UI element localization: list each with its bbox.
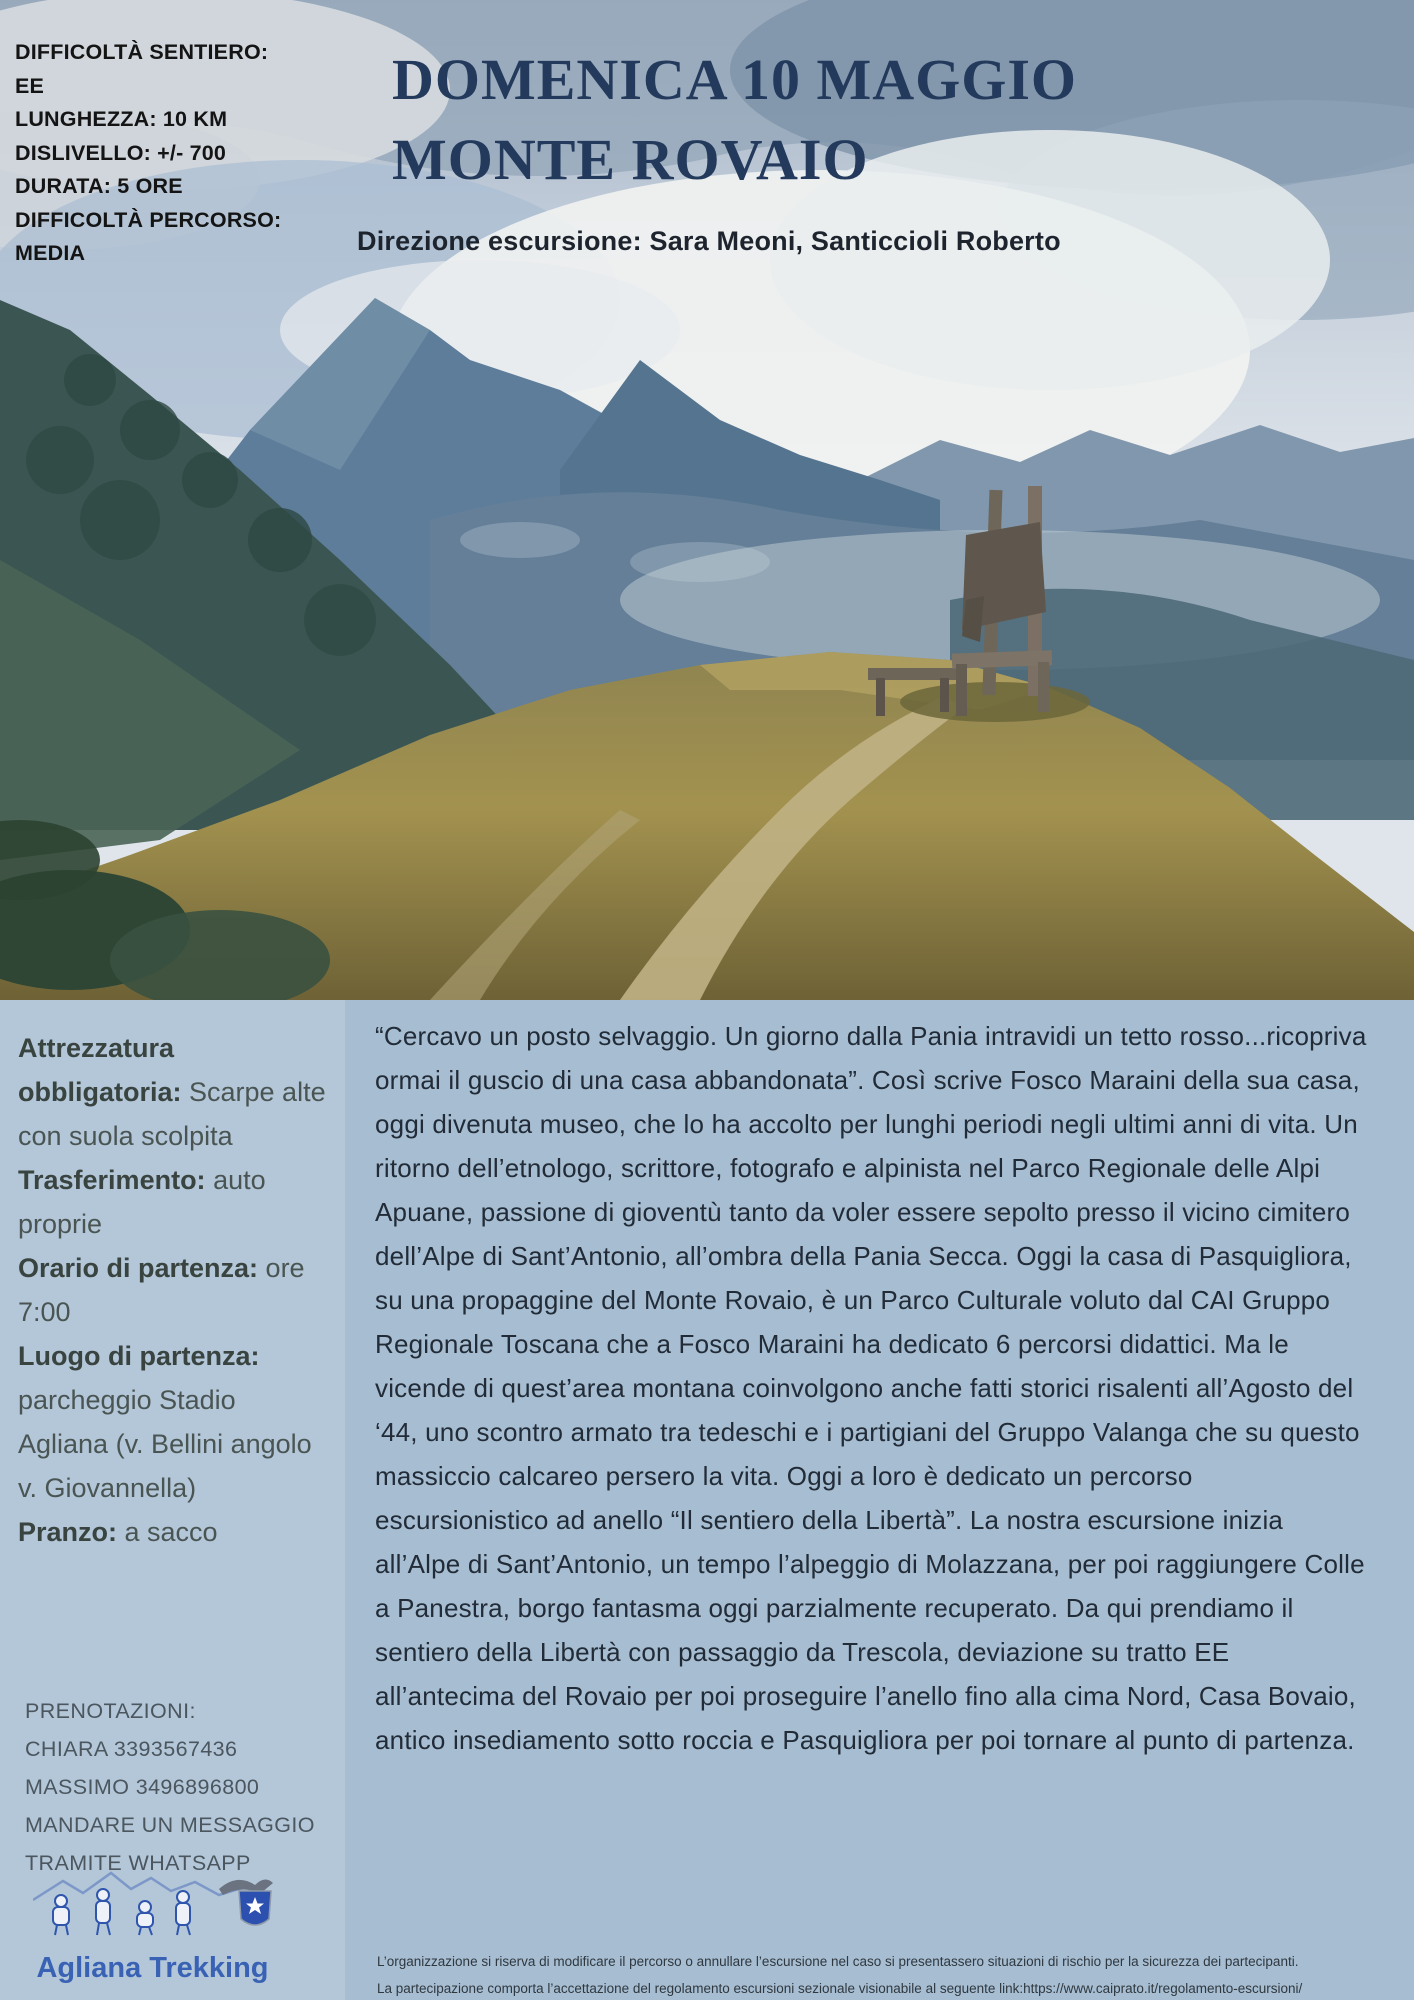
detail-value: auto proprie [18,1165,266,1239]
bookings-line: MANDARE UN MESSAGGIO [25,1813,315,1837]
detail-label: Pranzo: [18,1517,118,1547]
info-line: DURATA: 5 ORE [15,174,183,198]
detail-value: ore 7:00 [18,1253,305,1327]
sidebar [0,1000,345,2000]
detail-label: Trasferimento: [18,1165,206,1195]
title-line-2: MONTE ROVAIO [392,127,869,192]
info-line: DIFFICOLTÀ SENTIERO: EE [15,40,269,98]
disclaimer-line: La partecipazione comporta l’accettazione del regolamento escursioni sezionale visionabile al seguente link:https://www.caiprato.it/regolamento-escursioni/ [377,1981,1303,1996]
page-title [392,40,1152,200]
detail-label: Attrezzatura obbligatoria: [18,1033,182,1107]
hike-details [18,1026,330,1554]
info-line: DISLIVELLO: +/- 700 [15,140,227,165]
detail-value: Scarpe alte con suola scolpita [18,1077,326,1151]
eagle-crest-icon [219,1879,273,1925]
subtitle: Direzione escursione: Sara Meoni, Santiccioli Roberto [357,226,1061,256]
bottom-section [0,1000,1414,2000]
disclaimer [377,1948,1414,2000]
info-line: LUNGHEZZA: 10 KM [15,107,228,131]
detail-label: Orario di partenza: [18,1253,259,1283]
info-line: DIFFICOLTÀ PERCORSO: [15,207,282,232]
route-info-block [15,36,295,271]
logo-caption: Agliana Trekking [36,1952,269,1984]
title-line-1: DOMENICA 10 MAGGIO [392,47,1077,112]
detail-value: a sacco [117,1517,218,1547]
bookings-line: PRENOTAZIONI: [25,1699,196,1723]
hikers-logo-icon [33,1845,273,1945]
bookings-line: MASSIMO 3496896800 [25,1775,260,1799]
detail-label: Luogo di partenza: [18,1341,260,1371]
detail-value: parcheggio Stadio Agliana (v. Bellini angolo v. Giovannella) [18,1385,312,1503]
description-paragraph: “Cercavo un posto selvaggio. Un giorno dalla Pania intravidi un tetto rosso...ricopriva ormai il guscio di una casa abbandonata”. Così scrive Fosco Maraini della sua casa, oggi divenuta museo, che lo ha accolto per lunghi periodi negli ultimi anni di vita. Un ritorno dell’etnologo, scrittore, fotografo e alpinista nel Parco Regionale delle Alpi Apuane, passione di gioventù tanto da voler essere sepolto presso il vicino cimitero dell’Alpe di Sant’Antonio, all’ombra della Pania Secca. Oggi la casa di Pasquigliora, su una propaggine del Monte Rovaio, è un Parco Culturale voluto dal CAI Gruppo Regionale Toscana che a Fosco Maraini ha dedicato 6 percorsi didattici. Ma le vicende di quest’area montana coinvolgono anche fatti storici risalenti all’Agosto del ‘44, uno scontro armato tra tedeschi e i partigiani del Gruppo Valanga che su questo massiccio calcareo persero la vita. Oggi a loro è dedicato un percorso escursionistico ad anello “Il sentiero della Libertà”. La nostra escursione inizia all’Alpe di Sant’Antonio, un tempo l’alpeggio di Molazzana, per poi raggiungere Colle a Panestra, borgo fantasma oggi parzialmente recuperato. Da qui prendiamo il sentiero della Libertà con passaggio da Trescola, deviazione su tratto EE all’antecima del Rovaio per poi proseguire l’anello fino alla cima Nord, Casa Bovaio, antico insediamento sotto roccia e Pasquigliora per poi tornare al punto di partenza. [375,1021,1367,1755]
agliana-trekking-logo [30,1845,275,1985]
bookings-line: CHIARA 3393567436 [25,1737,238,1761]
info-line: MEDIA [15,241,86,265]
bookings-line: TRAMITE WHATSAPP [25,1851,251,1875]
disclaimer-line: L’organizzazione si riserva di modificare il percorso o annullare l’escursione nel caso si presentassero situazioni di rischio per la sicurezza dei partecipanti. [377,1954,1299,1969]
main-content [345,1000,1414,2000]
